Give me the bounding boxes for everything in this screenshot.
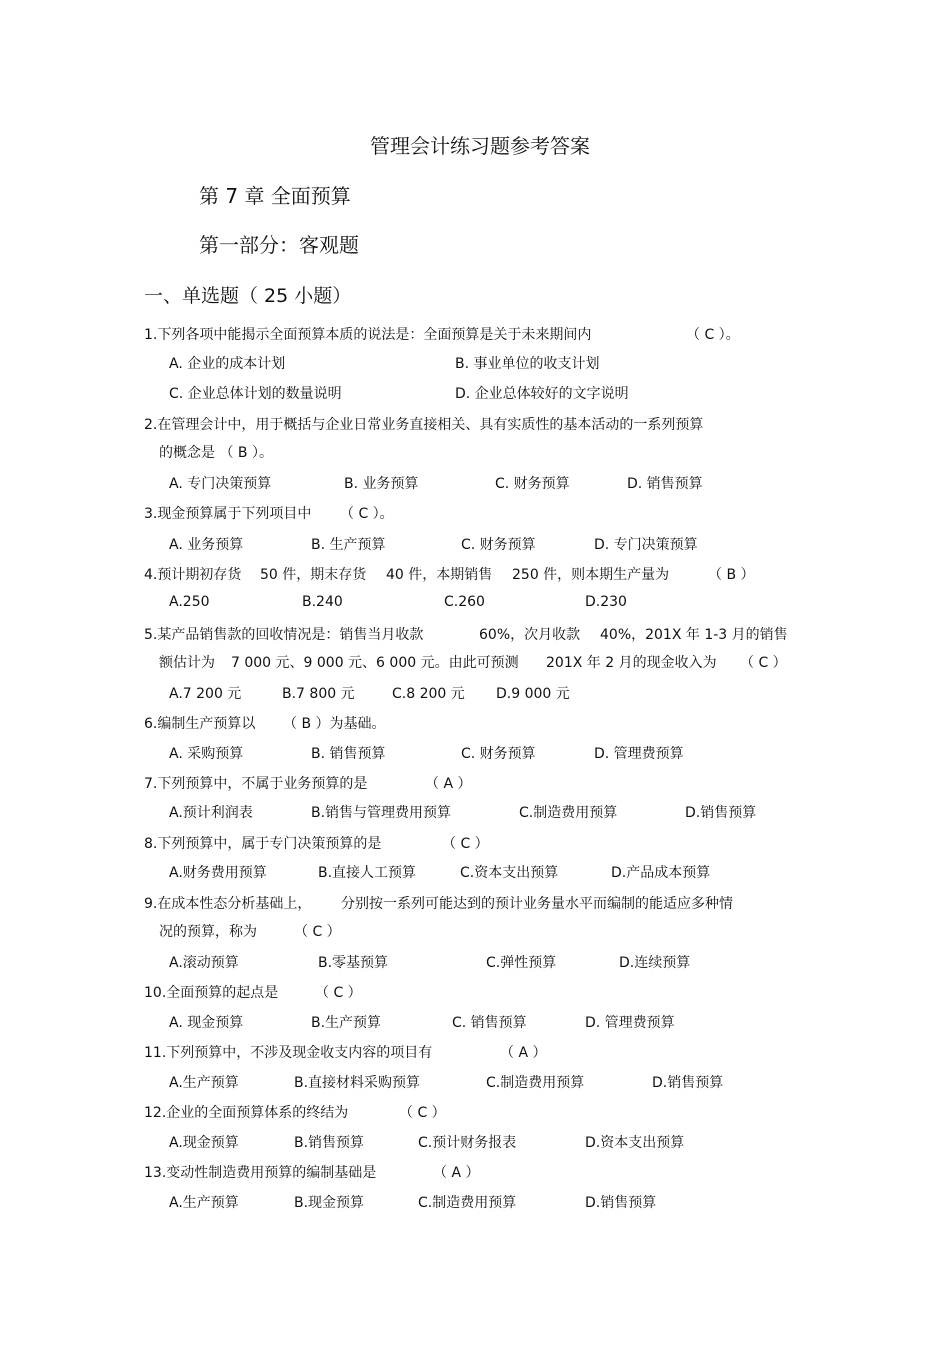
question-4-text-4: 250 件，则本期生产量为 xyxy=(512,567,670,583)
question-3-answer: （ C ）。 xyxy=(340,506,394,522)
question-8-option-c: C.资本支出预算 xyxy=(460,865,559,881)
question-3-text: 3.现金预算属于下列项目中 xyxy=(144,506,312,522)
question-12-option-b: B.销售预算 xyxy=(294,1135,365,1151)
document-title: 管理会计练习题参考答案 xyxy=(370,134,590,158)
question-8-option-d: D.产品成本预算 xyxy=(611,865,711,881)
question-6-option-a: A. 采购预算 xyxy=(169,746,244,762)
question-7-option-b: B.销售与管理费用预算 xyxy=(311,805,452,821)
question-10-option-b: B.生产预算 xyxy=(311,1015,382,1031)
question-11-option-b: B.直接材料采购预算 xyxy=(294,1075,421,1091)
question-3-option-d: D. 专门决策预算 xyxy=(594,537,698,553)
question-5-text-2: 60%，次月收款 xyxy=(479,627,581,643)
question-1-option-c: C. 企业总体计划的数量说明 xyxy=(169,386,342,402)
question-7-text: 7.下列预算中，不属于业务预算的是 xyxy=(144,776,368,792)
question-10-text: 10.全面预算的起点是 xyxy=(144,985,279,1001)
question-5-option-d: D.9 000 元 xyxy=(496,686,570,702)
question-1-answer: （ C ）。 xyxy=(686,327,740,343)
question-7-option-a: A.预计利润表 xyxy=(169,805,253,821)
question-9-option-b: B.零基预算 xyxy=(318,955,389,971)
question-11-option-a: A.生产预算 xyxy=(169,1075,239,1091)
question-4-option-c: C.260 xyxy=(444,594,485,610)
question-4-option-b: B.240 xyxy=(302,594,343,610)
question-13-answer: （ A ） xyxy=(433,1165,480,1181)
question-12-option-d: D.资本支出预算 xyxy=(585,1135,685,1151)
question-1-option-b: B. 事业单位的收支计划 xyxy=(455,356,600,372)
question-2-option-d: D. 销售预算 xyxy=(627,476,703,492)
question-2-option-a: A. 专门决策预算 xyxy=(169,476,272,492)
question-10-option-a: A. 现金预算 xyxy=(169,1015,244,1031)
question-13-option-b: B.现金预算 xyxy=(294,1195,365,1211)
question-4-option-d: D.230 xyxy=(585,594,627,610)
question-3-option-a: A. 业务预算 xyxy=(169,537,244,553)
question-8-option-b: B.直接人工预算 xyxy=(318,865,417,881)
question-4-option-a: A.250 xyxy=(169,594,210,610)
question-5-option-b: B.7 800 元 xyxy=(282,686,355,702)
question-4-answer: （ B ） xyxy=(708,567,755,583)
question-9-text-3: 况的预算，称为 xyxy=(159,924,257,940)
question-9-option-a: A.滚动预算 xyxy=(169,955,239,971)
question-7-option-c: C.制造费用预算 xyxy=(519,805,618,821)
question-9-answer: （ C ） xyxy=(294,924,341,940)
question-6-option-d: D. 管理费预算 xyxy=(594,746,684,762)
question-12-text: 12.企业的全面预算体系的终结为 xyxy=(144,1105,349,1121)
question-12-answer: （ C ） xyxy=(399,1105,446,1121)
part-heading: 第一部分：客观题 xyxy=(199,233,359,257)
question-9-text: 9.在成本性态分析基础上， xyxy=(144,896,312,912)
question-12-option-a: A.现金预算 xyxy=(169,1135,239,1151)
question-11-text: 11.下列预算中，不涉及现金收支内容的项目有 xyxy=(144,1045,433,1061)
question-4-text-2: 50 件，期末存货 xyxy=(260,567,367,583)
question-5-answer: （ C ） xyxy=(740,655,787,671)
question-4-text: 4.预计期初存货 xyxy=(144,567,242,583)
question-6-answer: （ B ）为基础。 xyxy=(283,716,386,732)
question-13-option-c: C.制造费用预算 xyxy=(418,1195,517,1211)
question-5-text-4: 额估计为 xyxy=(159,655,215,671)
question-11-answer: （ A ） xyxy=(500,1045,547,1061)
section-heading: 一、单选题（ 25 小题） xyxy=(144,285,352,307)
question-2-option-c: C. 财务预算 xyxy=(495,476,570,492)
question-13-option-a: A.生产预算 xyxy=(169,1195,239,1211)
question-6-text: 6.编制生产预算以 xyxy=(144,716,256,732)
question-3-option-b: B. 生产预算 xyxy=(311,537,386,553)
question-13-option-d: D.销售预算 xyxy=(585,1195,657,1211)
question-4-text-3: 40 件，本期销售 xyxy=(386,567,493,583)
question-7-option-d: D.销售预算 xyxy=(685,805,757,821)
chapter-heading: 第 7 章 全面预算 xyxy=(199,184,351,208)
question-11-option-c: C.制造费用预算 xyxy=(486,1075,585,1091)
question-6-option-b: B. 销售预算 xyxy=(311,746,386,762)
question-8-text: 8.下列预算中，属于专门决策预算的是 xyxy=(144,836,382,852)
question-1-option-a: A. 企业的成本计划 xyxy=(169,356,286,372)
question-1-option-d: D. 企业总体较好的文字说明 xyxy=(455,386,629,402)
question-10-option-c: C. 销售预算 xyxy=(452,1015,527,1031)
question-8-option-a: A.财务费用预算 xyxy=(169,865,267,881)
question-2-text-cont: 的概念是 （ B ）。 xyxy=(159,445,273,461)
question-9-option-d: D.连续预算 xyxy=(619,955,691,971)
question-5-option-c: C.8 200 元 xyxy=(392,686,465,702)
question-9-option-c: C.弹性预算 xyxy=(486,955,557,971)
question-7-answer: （ A ） xyxy=(425,776,472,792)
question-5-option-a: A.7 200 元 xyxy=(169,686,242,702)
question-6-option-c: C. 财务预算 xyxy=(461,746,536,762)
question-13-text: 13.变动性制造费用预算的编制基础是 xyxy=(144,1165,377,1181)
question-12-option-c: C.预计财务报表 xyxy=(418,1135,517,1151)
question-1-text: 1.下列各项中能揭示全面预算本质的说法是：全面预算是关于未来期间内 xyxy=(144,327,592,343)
question-9-text-2: 分别按一系列可能达到的预计业务量水平而编制的能适应多种情 xyxy=(341,896,733,912)
question-5-text-6: 201X 年 2 月的现金收入为 xyxy=(546,655,717,671)
question-10-answer: （ C ） xyxy=(315,985,362,1001)
question-2-text: 2.在管理会计中，用于概括与企业日常业务直接相关、具有实质性的基本活动的一系列预算 xyxy=(144,417,704,433)
question-11-option-d: D.销售预算 xyxy=(652,1075,724,1091)
question-5-text-3: 40%，201X 年 1-3 月的销售 xyxy=(600,627,788,643)
question-3-option-c: C. 财务预算 xyxy=(461,537,536,553)
question-5-text-5: 7 000 元、9 000 元、6 000 元。由此可预测 xyxy=(231,655,519,671)
question-2-option-b: B. 业务预算 xyxy=(344,476,419,492)
question-8-answer: （ C ） xyxy=(442,836,489,852)
question-5-text: 5.某产品销售款的回收情况是：销售当月收款 xyxy=(144,627,424,643)
question-10-option-d: D. 管理费预算 xyxy=(585,1015,675,1031)
